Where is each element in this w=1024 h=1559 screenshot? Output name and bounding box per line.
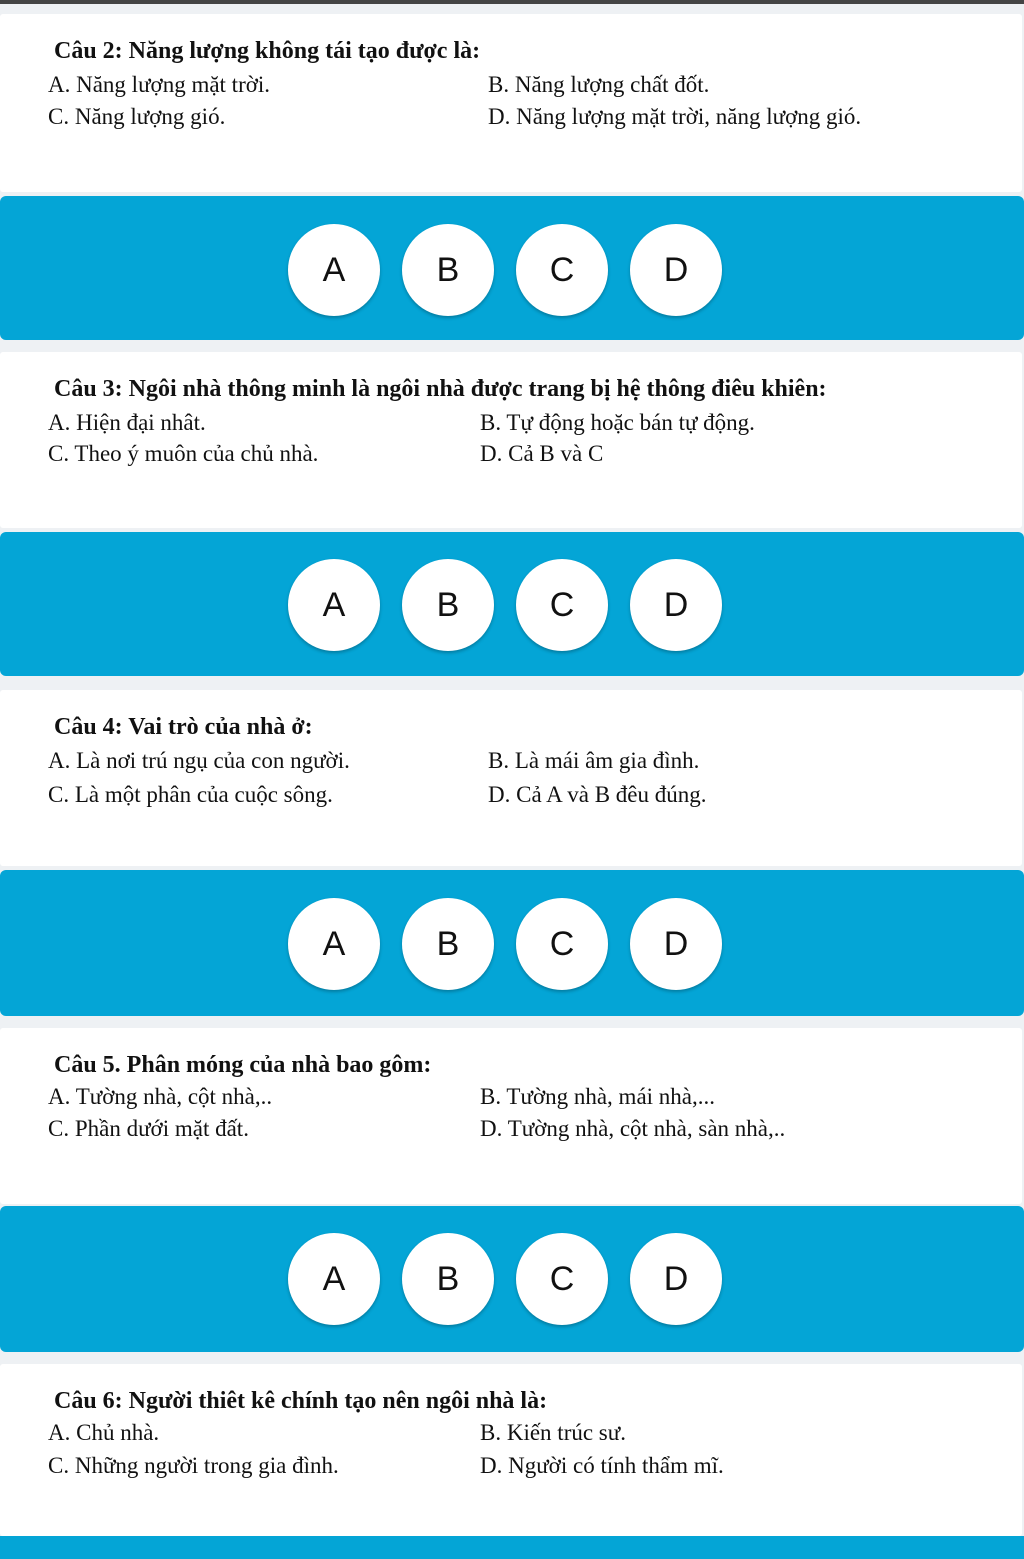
question-card-4	[0, 690, 1022, 866]
answer-a-button[interactable]: A	[288, 559, 380, 651]
answer-d-button[interactable]: D	[630, 1233, 722, 1325]
answer-c-button[interactable]: C	[516, 224, 608, 316]
answer-d-button[interactable]: D	[630, 559, 722, 651]
answer-band-6	[0, 1536, 1024, 1559]
option-d: D. Tường nhà, cột nhà, sàn nhà,..	[480, 1116, 786, 1141]
question-card-2	[0, 14, 1022, 192]
option-c: C. Những người trong gia đình.	[48, 1453, 339, 1478]
answer-b-button[interactable]: B	[402, 1233, 494, 1325]
answer-a-button[interactable]: A	[288, 1233, 380, 1325]
option-b: B. Năng lượng chất đốt.	[488, 72, 710, 97]
option-a: A. Tường nhà, cột nhà,..	[48, 1084, 273, 1109]
answer-a-button[interactable]: A	[288, 224, 380, 316]
answer-c-button[interactable]: C	[516, 1233, 608, 1325]
answer-d-button[interactable]: D	[630, 224, 722, 316]
answer-b-button[interactable]: B	[402, 224, 494, 316]
answer-b-button[interactable]: B	[402, 559, 494, 651]
answer-c-button[interactable]: C	[516, 559, 608, 651]
option-a: A. Là nơi trú ngụ của con người.	[48, 748, 350, 773]
question-title: Câu 4: Vai trò của nhà ở:	[54, 714, 313, 740]
question-title: Câu 6: Người thiêt kê chính tạo nên ngôi nhà là:	[54, 1388, 548, 1414]
option-b: B. Là mái âm gia đình.	[488, 748, 700, 773]
option-a: A. Năng lượng mặt trời.	[48, 72, 271, 97]
answer-band-4	[0, 870, 1024, 1016]
question-title: Câu 5. Phân móng của nhà bao gôm:	[54, 1052, 432, 1078]
option-b: B. Tự động hoặc bán tự động.	[480, 410, 755, 435]
option-c: C. Là một phân của cuộc sông.	[48, 782, 333, 807]
option-a: A. Hiện đại nhât.	[48, 410, 206, 435]
top-border	[0, 0, 1024, 4]
answer-d-button[interactable]: D	[630, 898, 722, 990]
answer-band-2	[0, 196, 1024, 340]
answer-a-button[interactable]: A	[288, 898, 380, 990]
question-title: Câu 2: Năng lượng không tái tạo được là:	[54, 38, 481, 64]
option-c: C. Theo ý muôn của chủ nhà.	[48, 441, 319, 466]
question-card-3	[0, 352, 1022, 528]
question-card-5	[0, 1028, 1022, 1204]
option-d: D. Năng lượng mặt trời, năng lượng gió.	[488, 104, 862, 129]
option-b: B. Kiến trúc sư.	[480, 1420, 626, 1445]
option-a: A. Chủ nhà.	[48, 1420, 160, 1445]
option-c: C. Năng lượng gió.	[48, 104, 226, 129]
answer-band-3	[0, 532, 1024, 676]
question-card-6	[0, 1364, 1022, 1536]
option-c: C. Phần dưới mặt đất.	[48, 1116, 249, 1141]
option-d: D. Cả B và C	[480, 441, 604, 466]
option-d: D. Cả A và B đêu đúng.	[488, 782, 707, 807]
answer-band-5	[0, 1206, 1024, 1352]
answer-c-button[interactable]: C	[516, 898, 608, 990]
option-d: D. Người có tính thẩm mĩ.	[480, 1453, 724, 1478]
question-title: Câu 3: Ngôi nhà thông minh là ngôi nhà được trang bị hệ thông điêu khiên:	[54, 376, 827, 402]
option-b: B. Tường nhà, mái nhà,...	[480, 1084, 716, 1109]
answer-b-button[interactable]: B	[402, 898, 494, 990]
